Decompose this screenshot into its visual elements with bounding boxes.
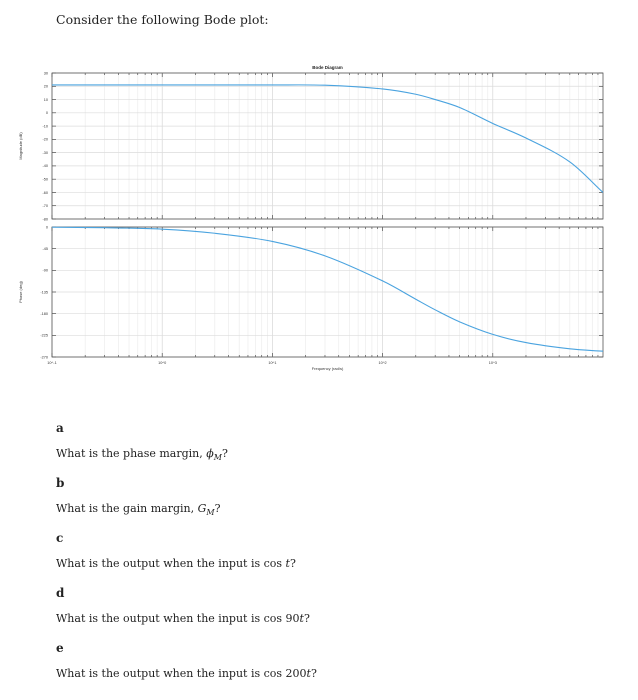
question-letter: a xyxy=(56,421,64,435)
x-tick-label: 10^0 xyxy=(158,361,167,365)
question-e xyxy=(56,641,317,680)
question-text: What is the gain margin, $G_M$? xyxy=(56,502,221,518)
magnitude-ytick-label: -10 xyxy=(42,124,48,129)
x-tick-label: 10^-1 xyxy=(47,361,57,365)
question-letter: b xyxy=(56,476,65,490)
bode-plot xyxy=(0,60,638,380)
magnitude-ytick-label: -60 xyxy=(42,190,48,195)
question-text: What is the phase margin, $\phi_M$? xyxy=(56,447,228,463)
phase-ytick-label: -270 xyxy=(40,355,48,360)
magnitude-ytick-label: 30 xyxy=(43,71,48,76)
question-d xyxy=(56,586,310,625)
intro-text: Consider the following Bode plot: xyxy=(56,12,269,27)
phase-ytick-label: -90 xyxy=(42,268,48,273)
question-letter: d xyxy=(56,586,65,600)
question-letter: e xyxy=(56,641,64,655)
magnitude-ytick-label: -30 xyxy=(42,150,48,155)
magnitude-ytick-label: -70 xyxy=(42,204,48,209)
x-tick-label: 10^1 xyxy=(268,361,277,365)
phase-ytick-label: -225 xyxy=(40,333,48,338)
magnitude-ytick-label: -50 xyxy=(42,177,48,182)
phase-ytick-label: -135 xyxy=(40,290,48,295)
question-b xyxy=(56,476,221,517)
question-letter: c xyxy=(56,531,64,545)
magnitude-ytick-label: -40 xyxy=(42,164,48,169)
chart-title: Bode Diagram xyxy=(312,65,343,70)
phase-ytick-label: 0 xyxy=(45,225,48,230)
x-tick-label: 10^2 xyxy=(378,361,387,365)
question-text: What is the output when the input is cos t? xyxy=(56,557,296,570)
magnitude-axes-frame xyxy=(52,73,603,219)
phase-ytick-label: -180 xyxy=(40,311,48,316)
magnitude-ytick-label: 0 xyxy=(45,111,48,116)
magnitude-series-line xyxy=(52,85,603,193)
question-text: What is the output when the input is cos 90t? xyxy=(56,612,310,625)
magnitude-ytick-label: 20 xyxy=(43,84,48,89)
x-axis-label: Frequency (rad/s) xyxy=(311,366,344,371)
magnitude-ytick-label: -80 xyxy=(42,217,48,222)
phase-series-line xyxy=(52,227,603,351)
phase-ylabel: Phase (deg) xyxy=(18,281,23,303)
question-a xyxy=(56,421,228,462)
magnitude-ylabel: Magnitude (dB) xyxy=(18,132,23,160)
magnitude-ytick-label: 10 xyxy=(43,97,48,102)
question-c xyxy=(56,531,296,570)
magnitude-ytick-label: -20 xyxy=(42,137,48,142)
question-text: What is the output when the input is cos 200t? xyxy=(56,667,317,680)
x-tick-label: 10^3 xyxy=(488,361,497,365)
phase-ytick-label: -45 xyxy=(42,246,48,251)
